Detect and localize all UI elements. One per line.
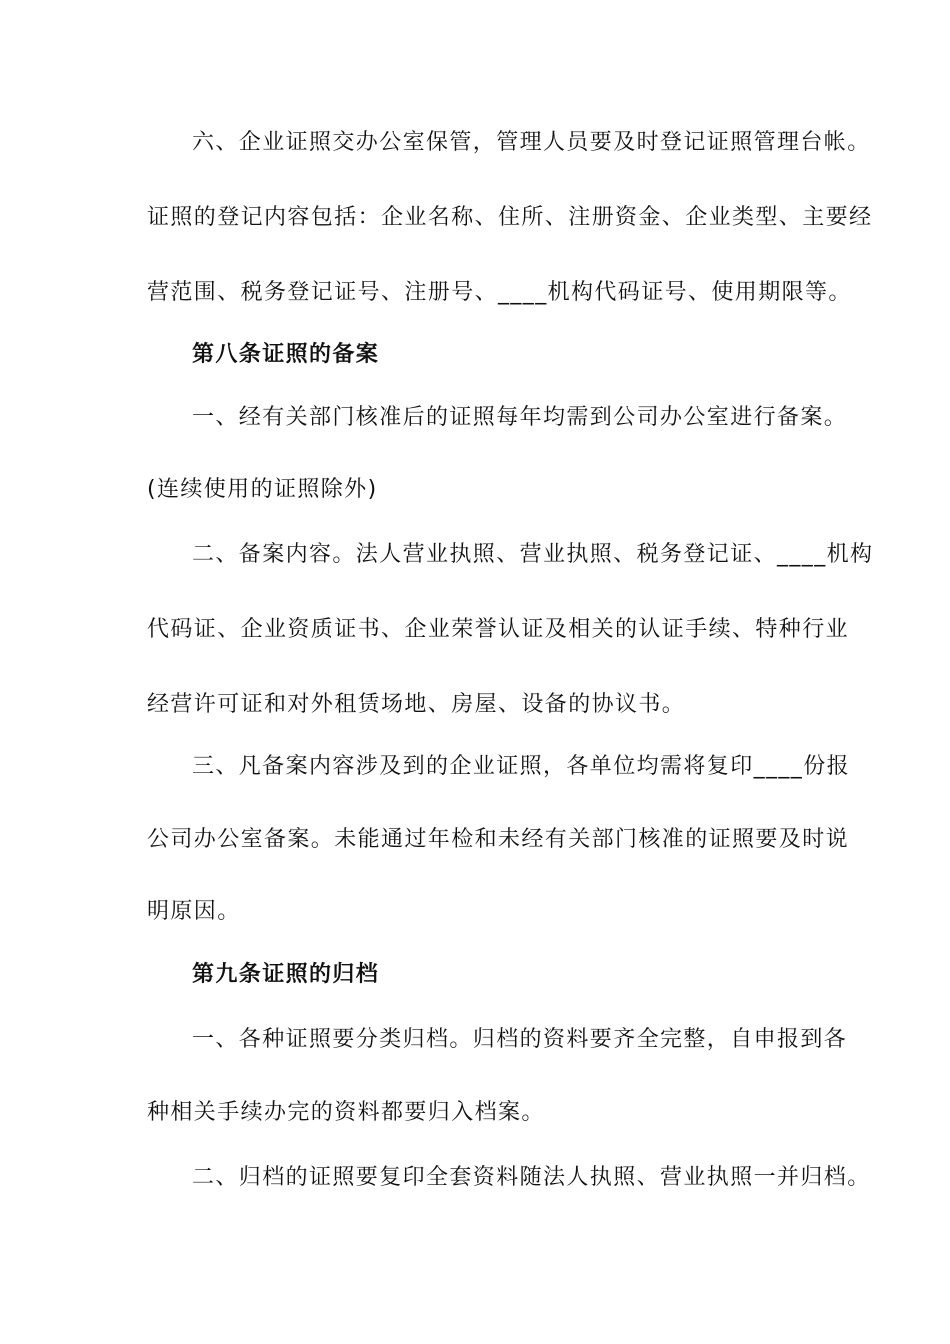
paragraph-line: 证照的登记内容包括：企业名称、住所、注册资金、企业类型、主要经 bbox=[147, 205, 873, 230]
paragraph-line: 明原因。 bbox=[147, 899, 241, 924]
paragraph-line: 经营许可证和对外租赁场地、房屋、设备的协议书。 bbox=[147, 692, 686, 717]
paragraph-line: 一、经有关部门核准后的证照每年均需到公司办公室进行备案。 bbox=[192, 405, 848, 430]
paragraph-line: 六、企业证照交办公室保管，管理人员要及时登记证照管理台帐。 bbox=[192, 130, 871, 155]
section-heading: 第九条证照的归档 bbox=[192, 962, 380, 987]
paragraph-line: 公司办公室备案。未能通过年检和未经有关部门核准的证照要及时说 bbox=[147, 827, 850, 852]
paragraph-line: 一、各种证照要分类归档。归档的资料要齐全完整，自申报到各 bbox=[192, 1027, 848, 1052]
paragraph-line: 二、备案内容。法人营业执照、营业执照、税务登记证、____机构 bbox=[192, 542, 874, 567]
paragraph-line: 代码证、企业资质证书、企业荣誉认证及相关的认证手续、特种行业 bbox=[147, 617, 850, 642]
paragraph-line: (连续使用的证照除外) bbox=[147, 477, 378, 502]
paragraph-line: 营范围、税务登记证号、注册号、____机构代码证号、使用期限等。 bbox=[147, 280, 852, 305]
paragraph-line: 三、凡备案内容涉及到的企业证照，各单位均需将复印____份报 bbox=[192, 754, 851, 779]
paragraph-line: 二、归档的证照要复印全套资料随法人执照、营业执照一并归档。 bbox=[192, 1165, 871, 1190]
paragraph-line: 种相关手续办完的资料都要归入档案。 bbox=[147, 1100, 545, 1125]
section-heading: 第八条证照的备案 bbox=[192, 342, 380, 367]
